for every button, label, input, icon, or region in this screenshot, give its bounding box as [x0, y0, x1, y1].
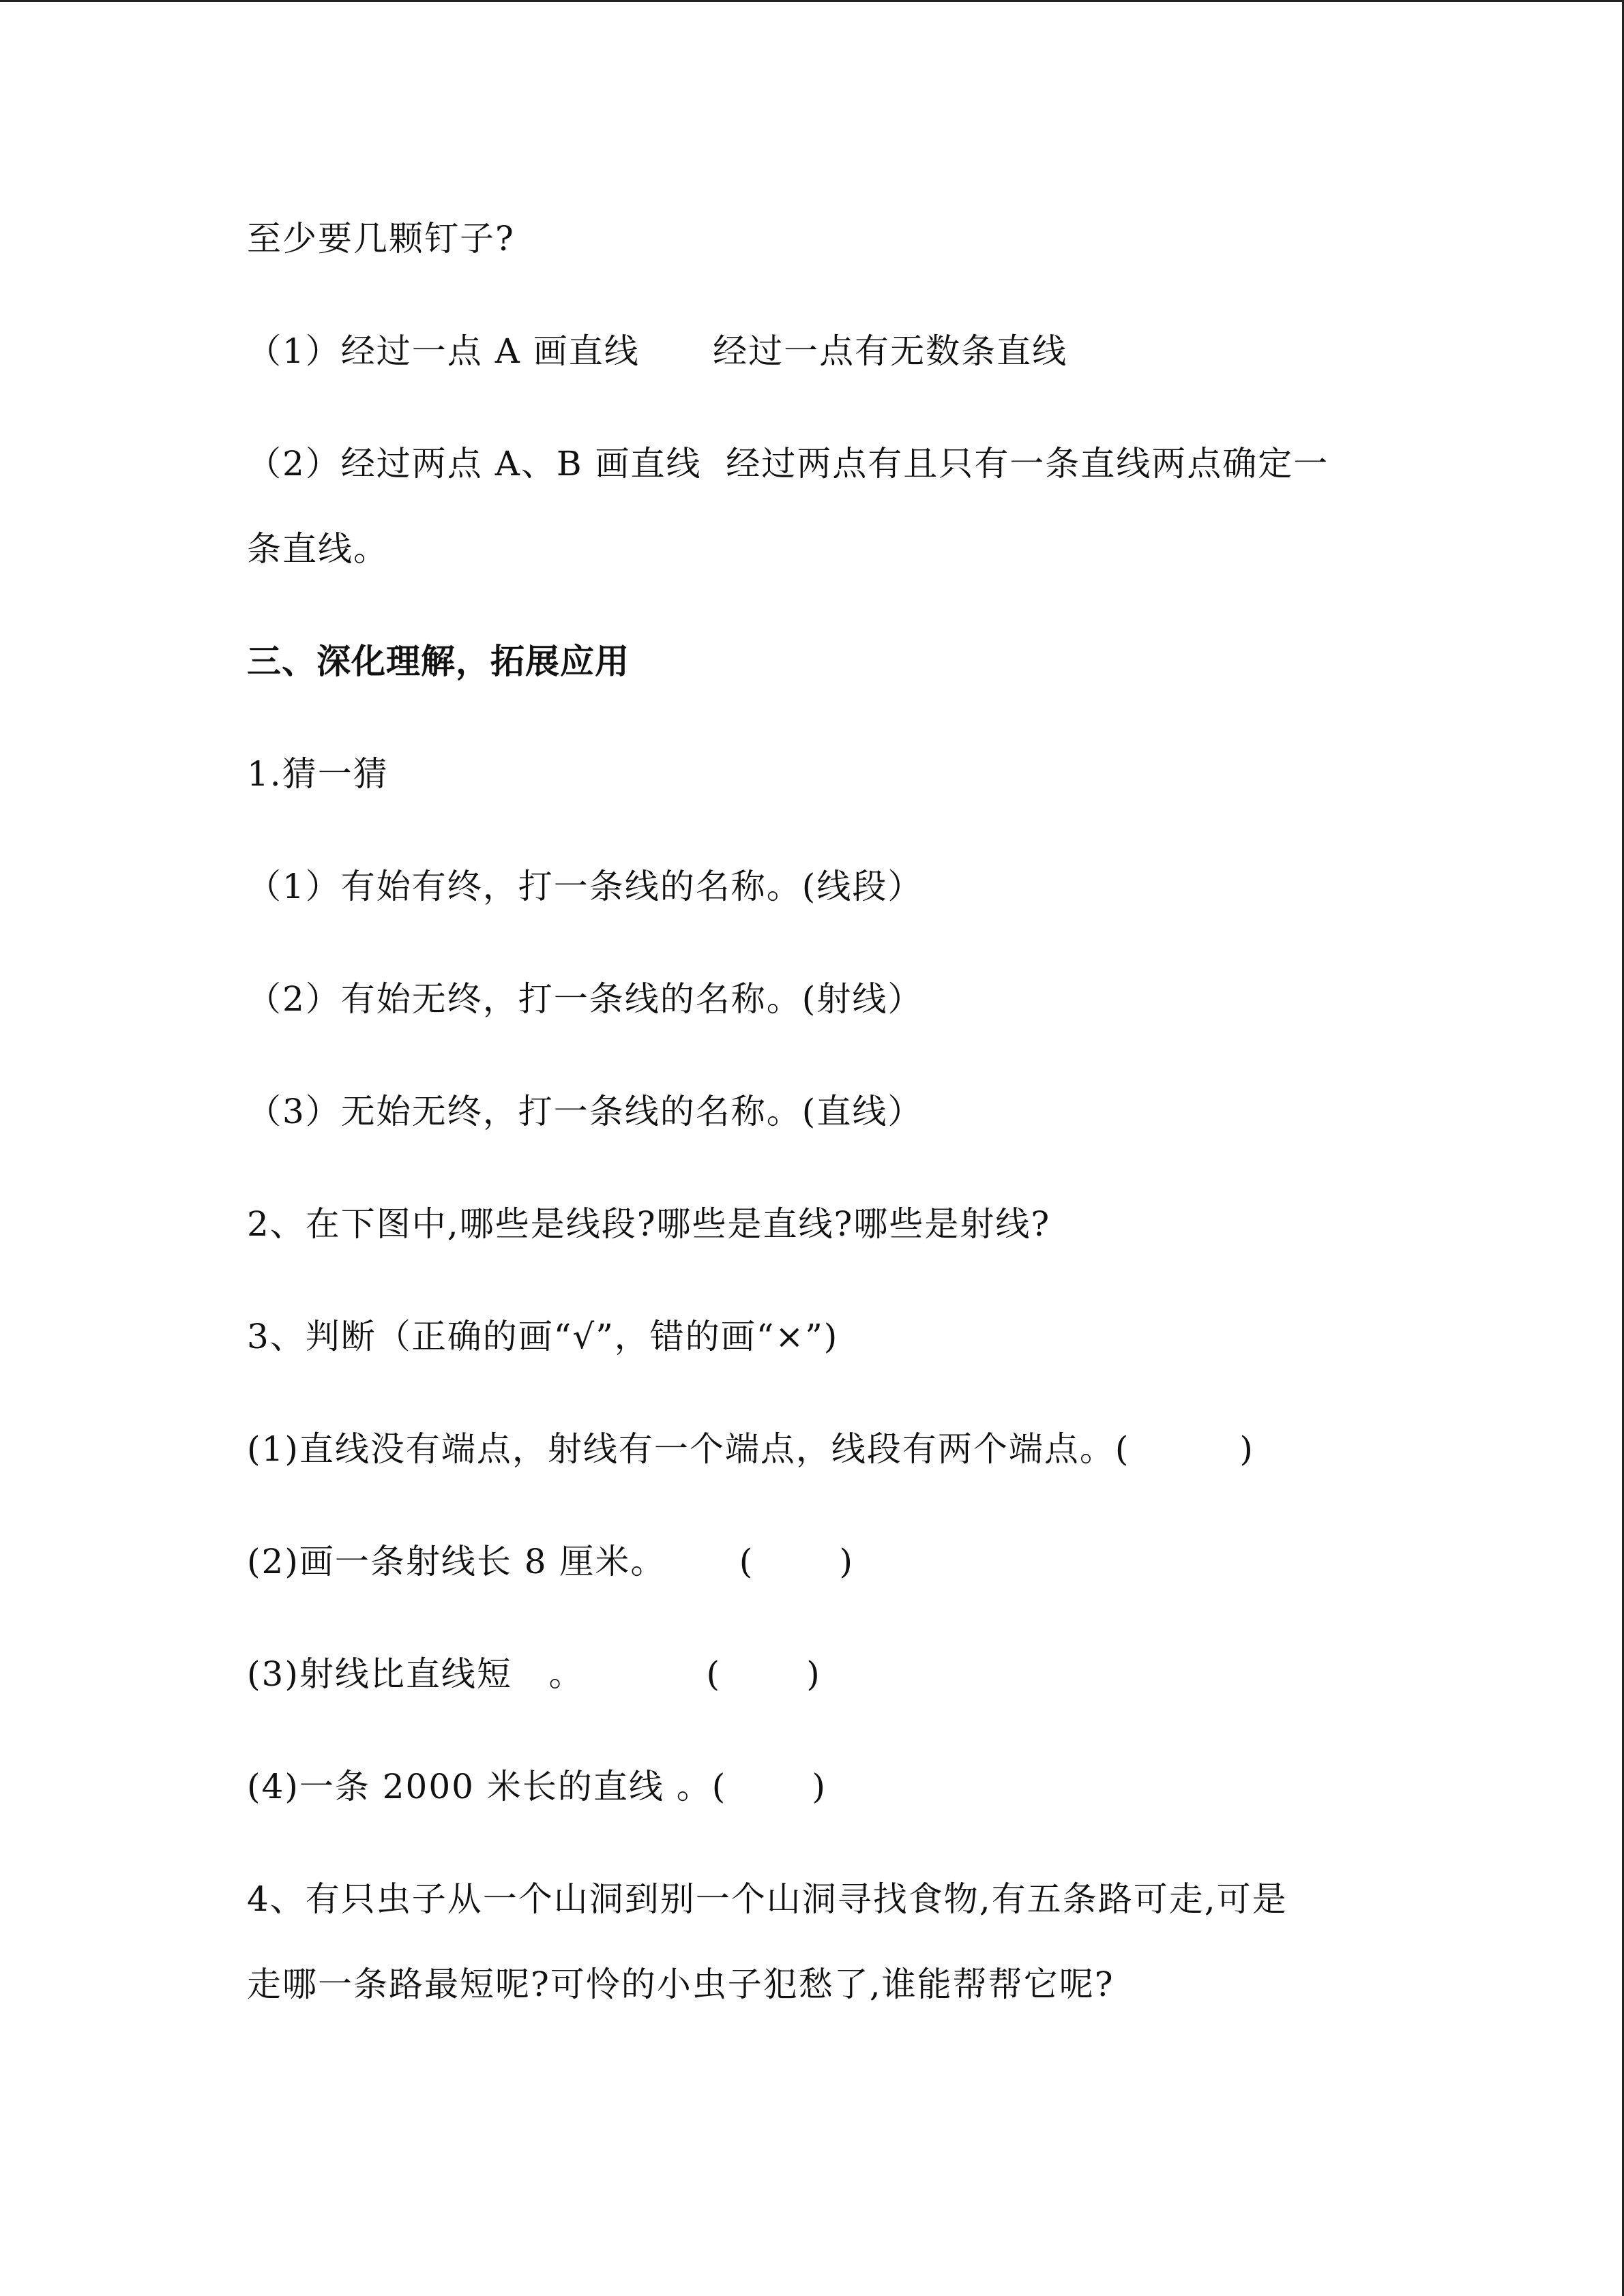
text-one-point-line: （1）经过一点 A 画直线 经过一点有无数条直线 [247, 331, 1068, 371]
text-judge-title: 3、判断（正确的画“√”，错的画“×”) [247, 1317, 839, 1356]
text-guess-title: 1.猜一猜 [247, 754, 389, 794]
text-judge-2: (2)画一条射线长 8 厘米。 ( ) [247, 1542, 855, 1581]
text-guess-3: （3）无始无终，打一条线的名称。(直线） [247, 1092, 924, 1131]
text-question-4: 4、有只虫子从一个山洞到别一个山洞寻找食物,有五条路可走,可是 [247, 1879, 1288, 1919]
text-two-points-line-cont: 条直线。 [247, 529, 389, 569]
text-guess-1: （1）有始有终，打一条线的名称。(线段） [247, 867, 924, 906]
text-judge-4: (4)一条 2000 米长的直线 。( ) [247, 1767, 827, 1806]
text-two-points-line: （2）经过两点 A、B 画直线 经过两点有且只有一条直线两点确定一 [247, 444, 1329, 483]
text-question-4-cont: 走哪一条路最短呢?可怜的小虫子犯愁了,谁能帮帮它呢? [247, 1965, 1114, 2004]
text-nails-question: 至少要几颗钉子? [247, 219, 515, 258]
text-guess-2: （2）有始无终，打一条线的名称。(射线） [247, 979, 924, 1019]
section-heading: 三、深化理解，拓展应用 [247, 642, 630, 681]
page-top-border [0, 0, 1624, 2]
text-judge-3: (3)射线比直线短 。 ( ) [247, 1654, 821, 1694]
text-judge-1: (1)直线没有端点，射线有一个端点，线段有两个端点。( ) [247, 1429, 1254, 1469]
text-question-2: 2、在下图中,哪些是线段?哪些是直线?哪些是射线? [247, 1204, 1051, 1244]
